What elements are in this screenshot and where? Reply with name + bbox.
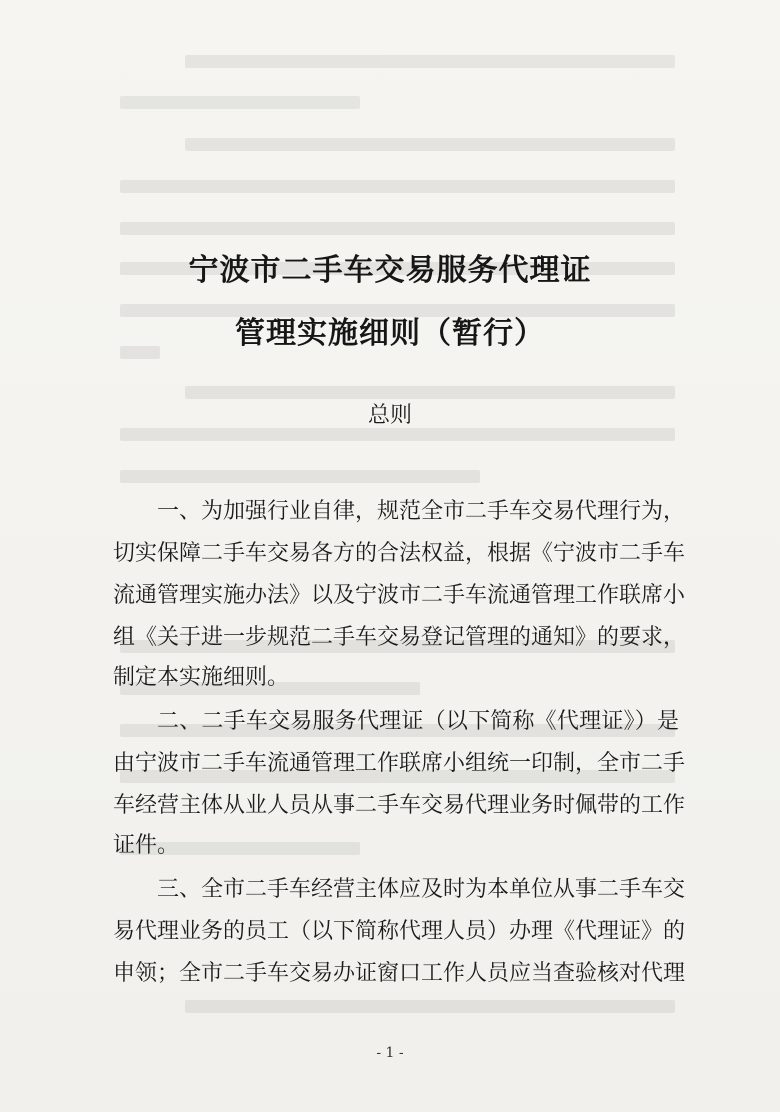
paragraph-line: 组《关于进一步规范二手车交易登记管理的通知》的要求， bbox=[113, 625, 686, 650]
paragraph-line: 切实保障二手车交易各方的合法权益，根据《宁波市二手车 bbox=[113, 541, 686, 566]
paragraph-line: 流通管理实施办法》以及宁波市二手车流通管理工作联席小 bbox=[113, 583, 686, 608]
paragraph-line: 易代理业务的员工（以下简称代理人员）办理《代理证》的 bbox=[113, 919, 686, 944]
document-title-line2: 管理实施细则（暂行） bbox=[235, 316, 545, 351]
paragraph-line: 一、为加强行业自律，规范全市二手车交易代理行为， bbox=[157, 499, 686, 524]
paragraph-line: 制定本实施细则。 bbox=[113, 665, 290, 690]
document-title-line1: 宁波市二手车交易服务代理证 bbox=[188, 253, 592, 288]
paragraph-line: 由宁波市二手车流通管理工作联席小组统一印制，全市二手 bbox=[113, 751, 686, 776]
paragraph-line: 证件。 bbox=[113, 833, 180, 858]
section-heading: 总则 bbox=[367, 403, 412, 428]
page-number: - 1 - bbox=[376, 1045, 404, 1061]
paragraph-line: 车经营主体从业人员从事二手车交易代理业务时佩带的工作 bbox=[113, 793, 686, 818]
paragraph-line: 三、全市二手车经营主体应及时为本单位从事二手车交 bbox=[157, 877, 686, 902]
paragraph-line: 二、二手车交易服务代理证（以下简称《代理证》）是 bbox=[157, 709, 679, 734]
paragraph-line: 申领；全市二手车交易办证窗口工作人员应当查验核对代理 bbox=[113, 961, 686, 986]
